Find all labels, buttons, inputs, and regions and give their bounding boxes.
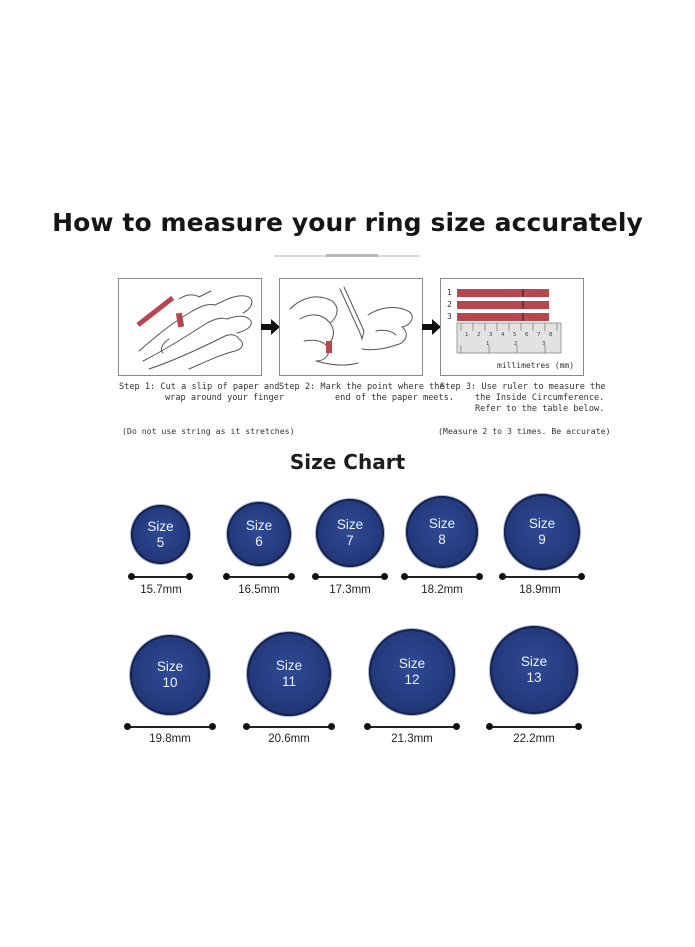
- step2-label: Step 2:: [279, 382, 316, 392]
- step1-illustration: [118, 278, 262, 376]
- ring-diameter-label: 18.9mm: [519, 584, 561, 596]
- diameter-line: [315, 572, 385, 582]
- step2-line1: Mark the point where the: [320, 382, 445, 392]
- ruler-unit-label: millimetres (mm): [497, 361, 575, 370]
- ring-size-12: [369, 629, 455, 715]
- ring-size-number: 8: [438, 532, 446, 547]
- ring-size-9: [504, 494, 580, 570]
- diameter-line: [127, 722, 213, 732]
- ring-size-number: 13: [526, 670, 542, 685]
- diameter-line: [246, 722, 332, 732]
- step3-line2: the Inside Circumference.: [475, 393, 605, 403]
- ruler-top-tick-5: 5: [513, 332, 517, 338]
- step3-illustration: [440, 278, 584, 376]
- step2-illustration: [279, 278, 423, 376]
- step3-line3: Refer to the table below.: [475, 404, 605, 414]
- ring-size-11: [247, 632, 331, 716]
- ring-size-number: 7: [346, 533, 354, 548]
- strip-number-1: 1: [447, 288, 452, 297]
- ring-diameter-label: 18.2mm: [421, 584, 463, 596]
- ring-diameter-label: 19.8mm: [149, 733, 191, 745]
- ring-size-word: Size: [275, 658, 303, 673]
- ruler-top-tick-3: 3: [489, 332, 493, 338]
- ring-size-8: [406, 496, 478, 568]
- step2-line2: end of the paper meets.: [335, 393, 454, 403]
- ruler-top-tick-1: 1: [465, 332, 469, 338]
- ruler-bottom-tick-1: 1: [486, 341, 490, 347]
- ring-size-word: Size: [398, 656, 426, 671]
- ring-size-word: Size: [147, 518, 174, 534]
- ring-diameter-label: 22.2mm: [513, 733, 555, 745]
- page-title: How to measure your ring size accurately: [52, 208, 643, 237]
- title-divider-center: [326, 254, 378, 257]
- ring-size-number: 10: [162, 675, 178, 690]
- ring-size-number: 9: [538, 532, 546, 547]
- arrow-right-icon: [261, 318, 281, 336]
- hand-wrap-icon: [119, 279, 261, 375]
- size-chart-title: Size Chart: [289, 450, 406, 474]
- ruler-icon: [441, 279, 583, 375]
- step3-caption: [440, 382, 606, 415]
- string-warning-note: (Do not use string as it stretches): [122, 426, 295, 436]
- arrow-right-icon: [422, 318, 442, 336]
- ring-size-number: 5: [156, 534, 165, 550]
- strip-number-3: 3: [447, 312, 452, 321]
- step2-caption: [279, 382, 454, 404]
- ruler-top-tick-2: 2: [477, 332, 481, 338]
- ring-diameter-label: 20.6mm: [268, 733, 310, 745]
- diameter-line: [131, 572, 190, 582]
- ring-size-6: [227, 502, 291, 566]
- ring-size-number: 6: [255, 534, 263, 549]
- ring-size-10: [130, 635, 210, 715]
- ruler-top-tick-6: 6: [525, 332, 529, 338]
- hand-mark-icon: [280, 279, 422, 375]
- ring-size-word: Size: [336, 517, 364, 532]
- step3-label: Step 3:: [440, 382, 477, 392]
- ring-size-13: [490, 626, 578, 714]
- ring-size-word: Size: [520, 654, 548, 669]
- ring-size-word: Size: [528, 516, 556, 531]
- measure-accuracy-note: (Measure 2 to 3 times. Be accurate): [438, 426, 611, 436]
- ruler-bottom-tick-2: 2: [514, 341, 518, 347]
- step1-label: Step 1:: [119, 382, 156, 392]
- strip-number-2: 2: [447, 300, 452, 309]
- ring-size-word: Size: [245, 518, 273, 533]
- ring-size-word: Size: [156, 659, 184, 674]
- paper-slip-marked: [326, 341, 332, 353]
- ring-diameter-label: 17.3mm: [329, 584, 371, 596]
- step1-caption: [119, 382, 284, 404]
- diameter-line: [404, 572, 480, 582]
- title-divider-left: [274, 255, 326, 257]
- ring-size-number: 12: [404, 672, 420, 687]
- ring-diameter-label: 15.7mm: [140, 584, 182, 596]
- diameter-line: [502, 572, 582, 582]
- ring-size-5: [131, 505, 190, 564]
- ruler-top-tick-4: 4: [501, 332, 505, 338]
- diameter-line: [367, 722, 457, 732]
- ruler-top-tick-7: 7: [537, 332, 541, 338]
- ring-diameter-label: 21.3mm: [391, 733, 433, 745]
- step1-line1: Cut a slip of paper and: [160, 382, 280, 392]
- ruler-bottom-tick-3: 3: [542, 341, 546, 347]
- ruler-top-tick-8: 8: [549, 332, 553, 338]
- title-divider-right: [378, 255, 420, 257]
- paper-slip: [136, 296, 174, 327]
- ring-diameter-label: 16.5mm: [238, 584, 280, 596]
- ring-size-word: Size: [428, 516, 456, 531]
- ring-size-7: [316, 499, 384, 567]
- ring-size-number: 11: [281, 674, 296, 689]
- step1-line2: wrap around your finger: [165, 393, 284, 403]
- diameter-line: [489, 722, 579, 732]
- diameter-line: [226, 572, 292, 582]
- step3-line1: Use ruler to measure the: [481, 382, 606, 392]
